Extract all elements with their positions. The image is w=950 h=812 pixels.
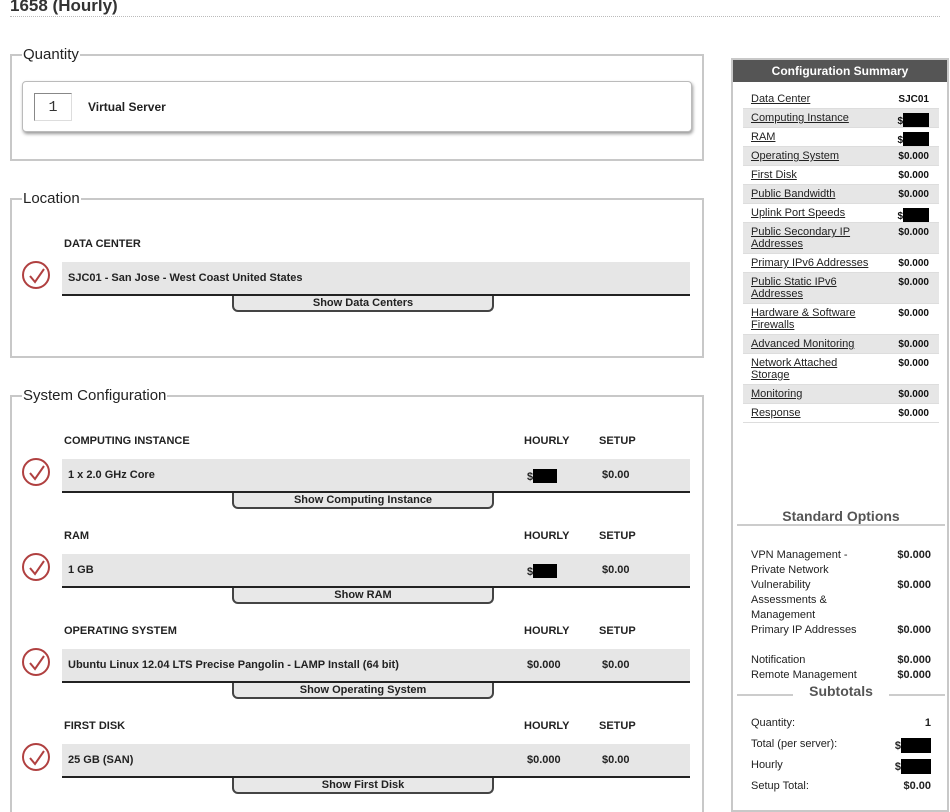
subtotal-row <box>751 717 931 729</box>
summary-row <box>743 204 939 223</box>
summary-value <box>898 277 929 288</box>
subtotal-label: Hourly <box>751 759 783 771</box>
operating-system-header: OPERATING SYSTEM <box>64 625 177 637</box>
summary-row <box>743 304 939 335</box>
subtotal-value <box>895 738 931 753</box>
quantity-card <box>22 81 692 132</box>
system-configuration-legend: System Configuration <box>23 387 167 404</box>
computing-instance-selected-row[interactable] <box>62 459 690 493</box>
operating-system-setup-price: $0.00 <box>602 659 630 671</box>
summary-row <box>743 166 939 185</box>
standard-option-row <box>751 623 931 638</box>
summary-value-text: $0.000 <box>898 358 929 369</box>
summary-value <box>898 339 929 350</box>
subtotal-value-text: $ <box>894 740 901 752</box>
first-disk-hourly-price <box>527 754 561 766</box>
summary-row <box>743 223 939 254</box>
redacted-block <box>533 564 557 578</box>
hourly-header: HOURLY <box>524 720 570 732</box>
standard-options-title: Standard Options <box>782 508 900 524</box>
computing-instance-hourly-price <box>527 469 557 483</box>
subtotal-value-text: $0.00 <box>903 780 931 792</box>
summary-value <box>898 170 929 181</box>
summary-link[interactable]: Advanced Monitoring <box>751 338 855 350</box>
summary-row <box>743 90 939 109</box>
configuration-summary-title: Configuration Summary <box>733 60 947 82</box>
redacted-block <box>903 113 929 127</box>
subtotal-value <box>903 780 931 792</box>
standard-option-label: Vulnerability Assessments & Management <box>751 579 827 621</box>
summary-row <box>743 404 939 423</box>
subtotal-label: Quantity: <box>751 717 796 729</box>
quantity-section <box>10 46 704 161</box>
summary-row <box>743 128 939 147</box>
show-data-centers-button[interactable]: Show Data Centers <box>232 296 494 312</box>
computing-instance-selected: 1 x 2.0 GHz Core <box>68 469 155 481</box>
data-center-selected: SJC01 - San Jose - West Coast United States <box>68 272 303 284</box>
summary-link[interactable]: Public Static IPv6 Addresses <box>751 276 837 300</box>
standard-option-value: $0.000 <box>897 654 931 666</box>
summary-row <box>743 109 939 128</box>
quantity-input[interactable] <box>34 93 72 121</box>
summary-link[interactable]: Public Secondary IP Addresses <box>751 226 851 250</box>
subtotal-value-text: $ <box>894 761 901 773</box>
quantity-legend: Quantity <box>23 46 79 63</box>
standard-option-row <box>751 578 931 623</box>
ram-header: RAM <box>64 530 90 542</box>
standard-option-label: Notification <box>751 654 806 666</box>
ram-setup-price: $0.00 <box>602 564 630 576</box>
setup-header: SETUP <box>599 530 636 542</box>
standard-option-row <box>751 653 931 668</box>
summary-row <box>743 147 939 166</box>
setup-header: SETUP <box>599 720 636 732</box>
summary-link[interactable]: Network Attached Storage <box>751 357 838 381</box>
summary-link[interactable]: Operating System <box>751 150 840 162</box>
hourly-value: $0.000 <box>527 754 561 766</box>
summary-link[interactable]: Public Bandwidth <box>751 188 836 200</box>
summary-value-text: $0.000 <box>898 308 929 319</box>
summary-value-text: $0.000 <box>898 389 929 400</box>
check-circle-icon <box>22 261 50 289</box>
summary-link[interactable]: Primary IPv6 Addresses <box>751 257 869 269</box>
configuration-summary-panel <box>731 58 949 812</box>
redacted-block <box>533 469 557 483</box>
computing-instance-header: COMPUTING INSTANCE <box>64 435 190 447</box>
summary-value-text: $0.000 <box>898 170 929 181</box>
summary-row <box>743 273 939 304</box>
redacted-block <box>901 759 931 774</box>
first-disk-selected: 25 GB (SAN) <box>68 754 134 766</box>
subtotal-value <box>895 759 931 774</box>
standard-option-value: $0.000 <box>897 624 931 636</box>
redacted-block <box>903 132 929 146</box>
hourly-value: $ <box>527 471 534 483</box>
first-disk-setup-price: $0.00 <box>602 754 630 766</box>
summary-row <box>743 185 939 204</box>
check-circle-icon <box>22 458 50 486</box>
operating-system-hourly-price <box>527 659 561 671</box>
summary-value <box>897 113 929 127</box>
subtotal-value-text: 1 <box>924 717 931 729</box>
subtotal-row <box>751 759 931 771</box>
summary-value <box>898 189 929 200</box>
operating-system-selected: Ubuntu Linux 12.04 LTS Precise Pangolin - LAMP Install (64 bit) <box>68 659 399 671</box>
summary-link[interactable]: Uplink Port Speeds <box>751 207 846 219</box>
summary-value-text: $0.000 <box>898 408 929 419</box>
summary-value <box>897 208 929 222</box>
setup-header: SETUP <box>599 625 636 637</box>
show-first-disk-button[interactable]: Show First Disk <box>232 778 494 794</box>
hourly-value: $ <box>527 566 534 578</box>
summary-value-text: $ <box>897 211 903 222</box>
hourly-header: HOURLY <box>524 625 570 637</box>
hourly-value: $0.000 <box>527 659 561 671</box>
standard-option-label: Primary IP Addresses <box>751 624 857 636</box>
summary-row <box>743 335 939 354</box>
summary-link[interactable]: Monitoring <box>751 388 803 400</box>
redacted-block <box>901 738 931 753</box>
summary-value-text: $0.000 <box>898 227 929 238</box>
summary-link[interactable]: Response <box>751 407 801 419</box>
show-operating-system-button[interactable]: Show Operating System <box>232 683 494 699</box>
check-circle-icon <box>22 553 50 581</box>
summary-value <box>898 151 929 162</box>
summary-row <box>743 354 939 385</box>
location-legend: Location <box>23 190 80 207</box>
standard-option-row <box>751 668 931 683</box>
summary-value-text: $0.000 <box>898 189 929 200</box>
title-divider <box>10 16 940 17</box>
show-ram-button[interactable]: Show RAM <box>232 588 494 604</box>
system-configuration-section <box>10 387 704 812</box>
summary-value-text: $0.000 <box>898 151 929 162</box>
hourly-header: HOURLY <box>524 435 570 447</box>
check-circle-icon <box>22 648 50 676</box>
standard-option-label: VPN Management - Private Network <box>751 549 848 576</box>
summary-value <box>898 408 929 419</box>
data-center-header: DATA CENTER <box>64 238 141 250</box>
summary-value-text: $0.000 <box>898 277 929 288</box>
summary-value-text: SJC01 <box>898 94 929 105</box>
location-section <box>10 190 704 358</box>
redacted-block <box>903 208 929 222</box>
standard-option-value: $0.000 <box>897 549 931 561</box>
summary-link[interactable]: Hardware & Software Firewalls <box>751 307 856 331</box>
summary-value-text: $ <box>897 135 903 146</box>
subtotal-label: Total (per server): <box>751 738 838 750</box>
summary-value <box>898 389 929 400</box>
summary-value <box>898 227 929 238</box>
page-title: 1658 (Hourly) <box>10 0 118 15</box>
summary-value-text: $0.000 <box>898 339 929 350</box>
quantity-label: Virtual Server <box>88 100 166 114</box>
check-circle-icon <box>22 743 50 771</box>
standard-options-divider <box>737 524 945 526</box>
standard-option-label: Remote Management <box>751 669 857 681</box>
summary-list <box>743 90 939 423</box>
standard-option-value: $0.000 <box>897 669 931 681</box>
ram-selected: 1 GB <box>68 564 94 576</box>
summary-link[interactable]: Data Center <box>751 93 811 105</box>
summary-value <box>898 258 929 269</box>
show-computing-instance-button[interactable]: Show Computing Instance <box>232 493 494 509</box>
subtotal-row <box>751 738 931 750</box>
summary-link[interactable]: Computing Instance <box>751 112 849 124</box>
summary-value <box>898 358 929 369</box>
summary-link[interactable]: RAM <box>751 131 776 143</box>
first-disk-selected-row[interactable] <box>62 744 690 778</box>
summary-value <box>897 132 929 146</box>
summary-row <box>743 254 939 273</box>
first-disk-header: FIRST DISK <box>64 720 126 732</box>
standard-option-value: $0.000 <box>897 579 931 591</box>
summary-value <box>898 94 929 105</box>
ram-selected-row[interactable] <box>62 554 690 588</box>
hourly-header: HOURLY <box>524 530 570 542</box>
summary-link[interactable]: First Disk <box>751 169 797 181</box>
subtotals-title: Subtotals <box>793 683 889 699</box>
subtotal-label: Setup Total: <box>751 780 809 792</box>
operating-system-selected-row[interactable] <box>62 649 690 683</box>
subtotal-row <box>751 780 931 792</box>
summary-value-text: $ <box>897 116 903 127</box>
summary-value-text: $0.000 <box>898 258 929 269</box>
ram-hourly-price <box>527 564 557 578</box>
computing-instance-setup-price: $0.00 <box>602 469 630 481</box>
standard-option-row <box>751 548 931 578</box>
summary-row <box>743 385 939 404</box>
summary-value <box>898 308 929 319</box>
setup-header: SETUP <box>599 435 636 447</box>
data-center-selected-row[interactable] <box>62 262 690 296</box>
subtotal-value <box>925 717 931 729</box>
